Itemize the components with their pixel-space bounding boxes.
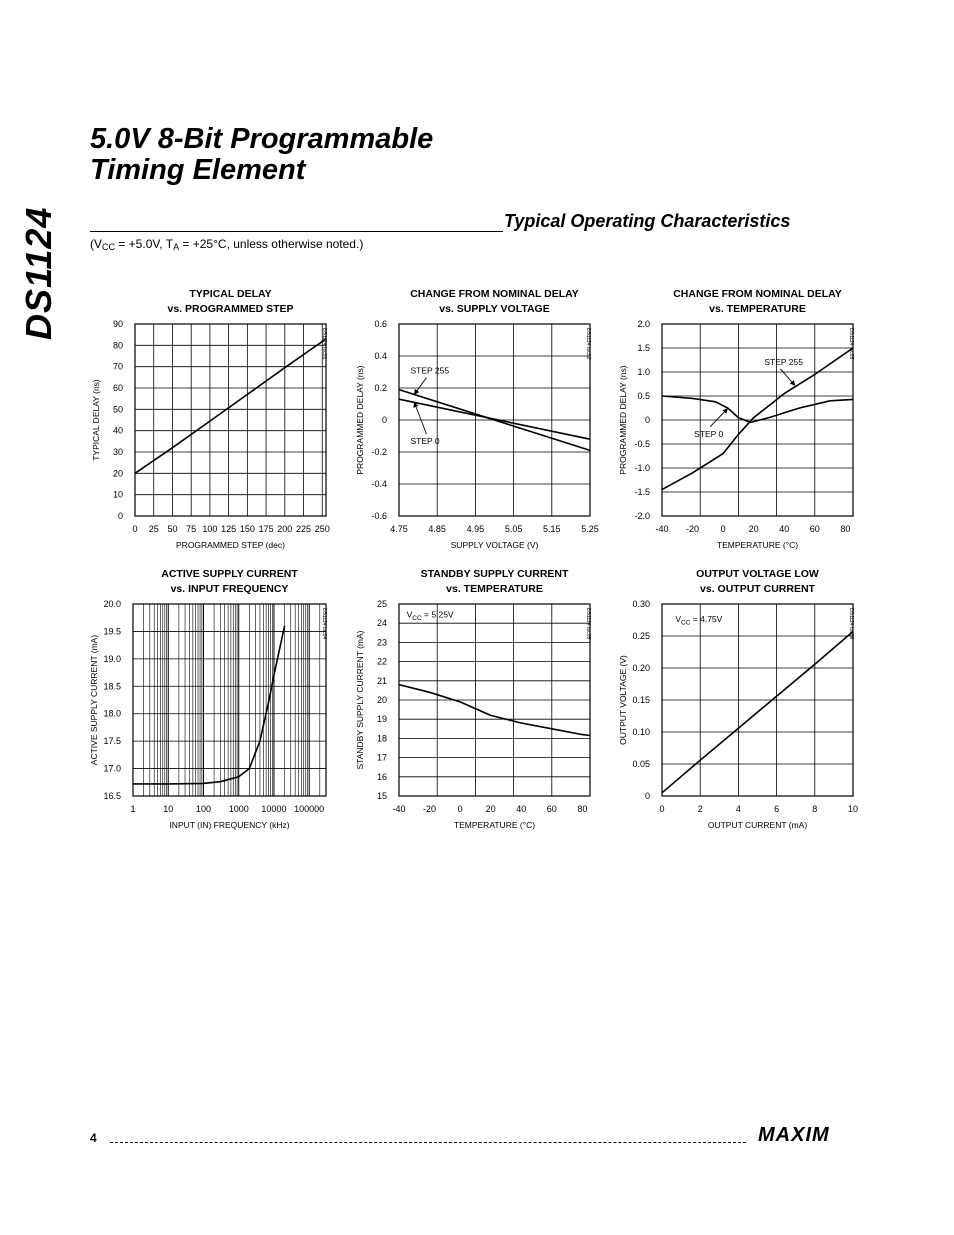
y-tick-label: 1.5 [637, 343, 650, 353]
x-axis-label: PROGRAMMED STEP (dec) [176, 540, 285, 550]
y-axis-label: PROGRAMMED DELAY (ns) [618, 365, 628, 475]
y-tick-label: 19.5 [103, 626, 121, 637]
series-line [399, 685, 590, 736]
x-tick-label: 250 [314, 524, 330, 534]
conditions-part: (V [90, 237, 102, 251]
annotation-arrow [414, 378, 426, 395]
chart-side-label: DS1124 toc04 [321, 608, 327, 640]
y-tick-label: 24 [376, 618, 387, 629]
x-axis-label: INPUT (IN) FREQUENCY (kHz) [169, 820, 290, 830]
chart-title: TYPICAL DELAY [189, 288, 272, 300]
y-tick-label: 40 [112, 425, 123, 436]
x-tick-label: 0 [457, 804, 463, 814]
annotation-label: STEP 255 [764, 356, 803, 367]
x-axis-label: SUPPLY VOLTAGE (V) [450, 540, 539, 550]
y-tick-label: -0.5 [634, 439, 650, 449]
x-tick-label: 5.05 [504, 524, 523, 534]
x-tick-label: 175 [258, 524, 274, 534]
conditions-part: = +5.0V, T [115, 237, 174, 251]
y-tick-label: 16.5 [103, 791, 121, 801]
maxim-logo: MAXIM [758, 1124, 830, 1146]
y-tick-label: 18.0 [103, 708, 121, 719]
page-number: 4 [90, 1131, 97, 1145]
y-tick-label: 50 [112, 404, 123, 415]
x-tick-label: 60 [809, 524, 820, 534]
x-tick-label: 4.75 [390, 524, 408, 534]
chart-title: vs. INPUT FREQUENCY [170, 583, 289, 595]
series-line [135, 339, 326, 473]
chart-title: vs. OUTPUT CURRENT [700, 583, 815, 595]
chart-title: vs. SUPPLY VOLTAGE [439, 303, 550, 315]
x-tick-label: 60 [546, 804, 557, 814]
x-tick-label: 40 [516, 804, 527, 814]
x-tick-label: 10 [163, 804, 174, 814]
x-tick-label: 20 [748, 524, 759, 534]
chart-3 [618, 288, 854, 550]
series-line [399, 399, 590, 439]
x-tick-label: 100 [202, 524, 218, 534]
y-tick-label: 0.25 [632, 631, 650, 641]
annotation-part: V [406, 609, 413, 620]
x-tick-label: 8 [812, 804, 818, 814]
y-tick-label: 20.0 [103, 599, 121, 609]
y-tick-label: 20 [376, 695, 387, 705]
series-line [662, 632, 853, 793]
annotation-arrow [780, 369, 795, 386]
chart-1 [91, 288, 330, 550]
y-tick-label: 16 [376, 771, 387, 782]
y-tick-label: 2.0 [637, 319, 650, 329]
y-tick-label: 0 [644, 791, 650, 801]
x-tick-label: 5.15 [543, 524, 561, 534]
x-tick-label: 6 [774, 804, 780, 814]
x-tick-label: 200 [277, 524, 293, 534]
annotation-sub: CC [412, 614, 422, 622]
chart-2 [355, 288, 599, 550]
conditions-sub: A [173, 242, 180, 252]
series-line [133, 626, 285, 784]
x-tick-label: 100000 [294, 804, 325, 814]
conditions-sub: CC [102, 242, 115, 252]
y-tick-label: 1.0 [637, 367, 650, 377]
y-axis-label: PROGRAMMED DELAY (ns) [355, 365, 365, 475]
x-tick-label: 80 [840, 524, 851, 534]
page-title-line2: Timing Element [90, 154, 306, 186]
chart-title: OUTPUT VOLTAGE LOW [696, 568, 819, 580]
chart-side-label: DS1124 toc05 [585, 608, 591, 640]
page-title-line1: 5.0V 8-Bit Programmable [90, 123, 434, 155]
annotation-label [675, 614, 722, 627]
x-tick-label: 225 [296, 524, 312, 534]
y-tick-label: 0 [117, 511, 123, 521]
footer-rule [110, 1142, 746, 1143]
annotation-part: = 5.25V [421, 609, 454, 620]
conditions-part: = +25°C, unless otherwise noted.) [179, 237, 364, 251]
x-axis-label: TEMPERATURE (°C) [453, 820, 536, 830]
x-tick-label: 10 [847, 804, 859, 814]
y-tick-label: 22 [376, 656, 387, 667]
y-axis-label: ACTIVE SUPPLY CURRENT (mA) [89, 634, 99, 766]
x-tick-label: 2 [697, 804, 703, 814]
chart-title: vs. TEMPERATURE [709, 303, 806, 315]
y-tick-label: 17.0 [103, 763, 121, 774]
y-tick-label: 0.05 [632, 759, 650, 769]
y-tick-label: 30 [112, 447, 123, 457]
chart-title: vs. PROGRAMMED STEP [167, 303, 294, 315]
x-tick-label: 5.25 [581, 524, 599, 534]
x-tick-label: 25 [148, 524, 159, 534]
y-tick-label: 70 [112, 361, 123, 372]
y-tick-label: -1.0 [634, 463, 650, 473]
chart-title: CHANGE FROM NOMINAL DELAY [410, 288, 579, 300]
y-axis-label: STANDBY SUPPLY CURRENT (mA) [355, 630, 365, 770]
annotation-part: V [675, 613, 682, 624]
x-tick-label: 0 [659, 804, 665, 814]
y-tick-label: 20 [112, 468, 123, 479]
annotation-arrow [710, 408, 728, 426]
y-tick-label: 21 [376, 675, 387, 686]
chart-side-label: DS1124 toc02 [585, 328, 591, 360]
annotation-arrow [414, 402, 426, 434]
chart-title: STANDBY SUPPLY CURRENT [420, 568, 569, 580]
y-tick-label: 17 [376, 752, 387, 763]
x-tick-label: 75 [186, 524, 197, 534]
x-tick-label: 1 [130, 804, 136, 814]
x-axis-label: OUTPUT CURRENT (mA) [707, 820, 808, 830]
chart-title: ACTIVE SUPPLY CURRENT [161, 568, 298, 580]
x-tick-label: 50 [167, 524, 178, 534]
x-tick-label: 0 [132, 524, 138, 534]
y-tick-label: 80 [112, 340, 123, 351]
plot-frame [133, 604, 326, 796]
y-tick-label: 0.15 [632, 695, 650, 705]
x-tick-label: 125 [221, 524, 237, 534]
y-tick-label: -0.2 [371, 447, 387, 457]
y-tick-label: 0 [644, 415, 650, 425]
y-tick-label: -0.4 [371, 479, 387, 489]
chart-5 [355, 568, 591, 830]
y-tick-label: 18 [376, 733, 387, 744]
x-axis-label: TEMPERATURE (°C) [716, 540, 799, 550]
chart-6 [618, 568, 858, 830]
x-tick-label: 20 [485, 804, 496, 814]
x-tick-label: 0 [720, 524, 726, 534]
side-title: DS1124 [18, 206, 59, 340]
y-tick-label: 60 [112, 383, 123, 393]
annotation-label: STEP 0 [410, 436, 440, 446]
annotation-label: STEP 0 [694, 428, 724, 439]
y-tick-label: 0.10 [632, 727, 650, 737]
x-tick-label: 100 [195, 804, 211, 814]
x-tick-label: 150 [239, 524, 255, 534]
x-tick-label: 1000 [228, 804, 249, 814]
chart-side-label: DS1124 toc06 [848, 608, 854, 640]
y-tick-label: 0 [381, 415, 387, 425]
x-tick-label: 10000 [261, 804, 287, 814]
y-tick-label: 0.2 [374, 383, 387, 393]
annotation-part: = 4.75V [690, 613, 723, 624]
y-tick-label: 0.5 [637, 391, 650, 401]
x-tick-label: -40 [392, 804, 406, 814]
y-tick-label: 17.5 [103, 736, 121, 747]
chart-side-label: DS1124 toc03 [848, 328, 854, 360]
annotation-label: STEP 255 [410, 365, 450, 376]
x-tick-label: -20 [423, 804, 437, 814]
y-tick-label: 90 [112, 319, 123, 329]
plot-frame [135, 324, 326, 516]
chart-side-label: DS1124 toc01 [321, 328, 327, 360]
annotation-label [407, 609, 454, 622]
y-tick-label: 0.20 [632, 663, 650, 673]
y-tick-label: 19.0 [103, 653, 121, 664]
y-axis-label: TYPICAL DELAY (ns) [91, 379, 101, 461]
x-tick-label: -20 [686, 524, 700, 534]
y-tick-label: -1.5 [634, 487, 650, 497]
y-tick-label: 23 [376, 637, 387, 648]
y-tick-label: 0.6 [374, 319, 387, 329]
y-tick-label: -0.6 [371, 511, 387, 521]
y-tick-label: 18.5 [103, 681, 121, 692]
chart-4 [89, 568, 327, 830]
y-tick-label: 25 [376, 599, 387, 609]
y-tick-label: 0.30 [632, 599, 650, 609]
section-title: Typical Operating Characteristics [504, 211, 791, 231]
x-tick-label: 4.85 [428, 524, 446, 534]
y-tick-label: 10 [112, 489, 123, 500]
y-tick-label: 19 [376, 714, 387, 725]
x-tick-label: -40 [655, 524, 669, 534]
y-axis-label: OUTPUT VOLTAGE (V) [618, 655, 628, 745]
x-tick-label: 40 [779, 524, 790, 534]
x-tick-label: 4 [735, 804, 741, 814]
x-tick-label: 80 [577, 804, 588, 814]
y-tick-label: 15 [376, 791, 387, 801]
y-tick-label: -2.0 [634, 511, 650, 521]
series-line [662, 396, 853, 422]
chart-title: vs. TEMPERATURE [446, 583, 543, 595]
x-tick-label: 4.95 [466, 524, 485, 534]
annotation-sub: CC [681, 619, 691, 627]
chart-title: CHANGE FROM NOMINAL DELAY [673, 288, 842, 300]
y-tick-label: 0.4 [374, 351, 387, 361]
